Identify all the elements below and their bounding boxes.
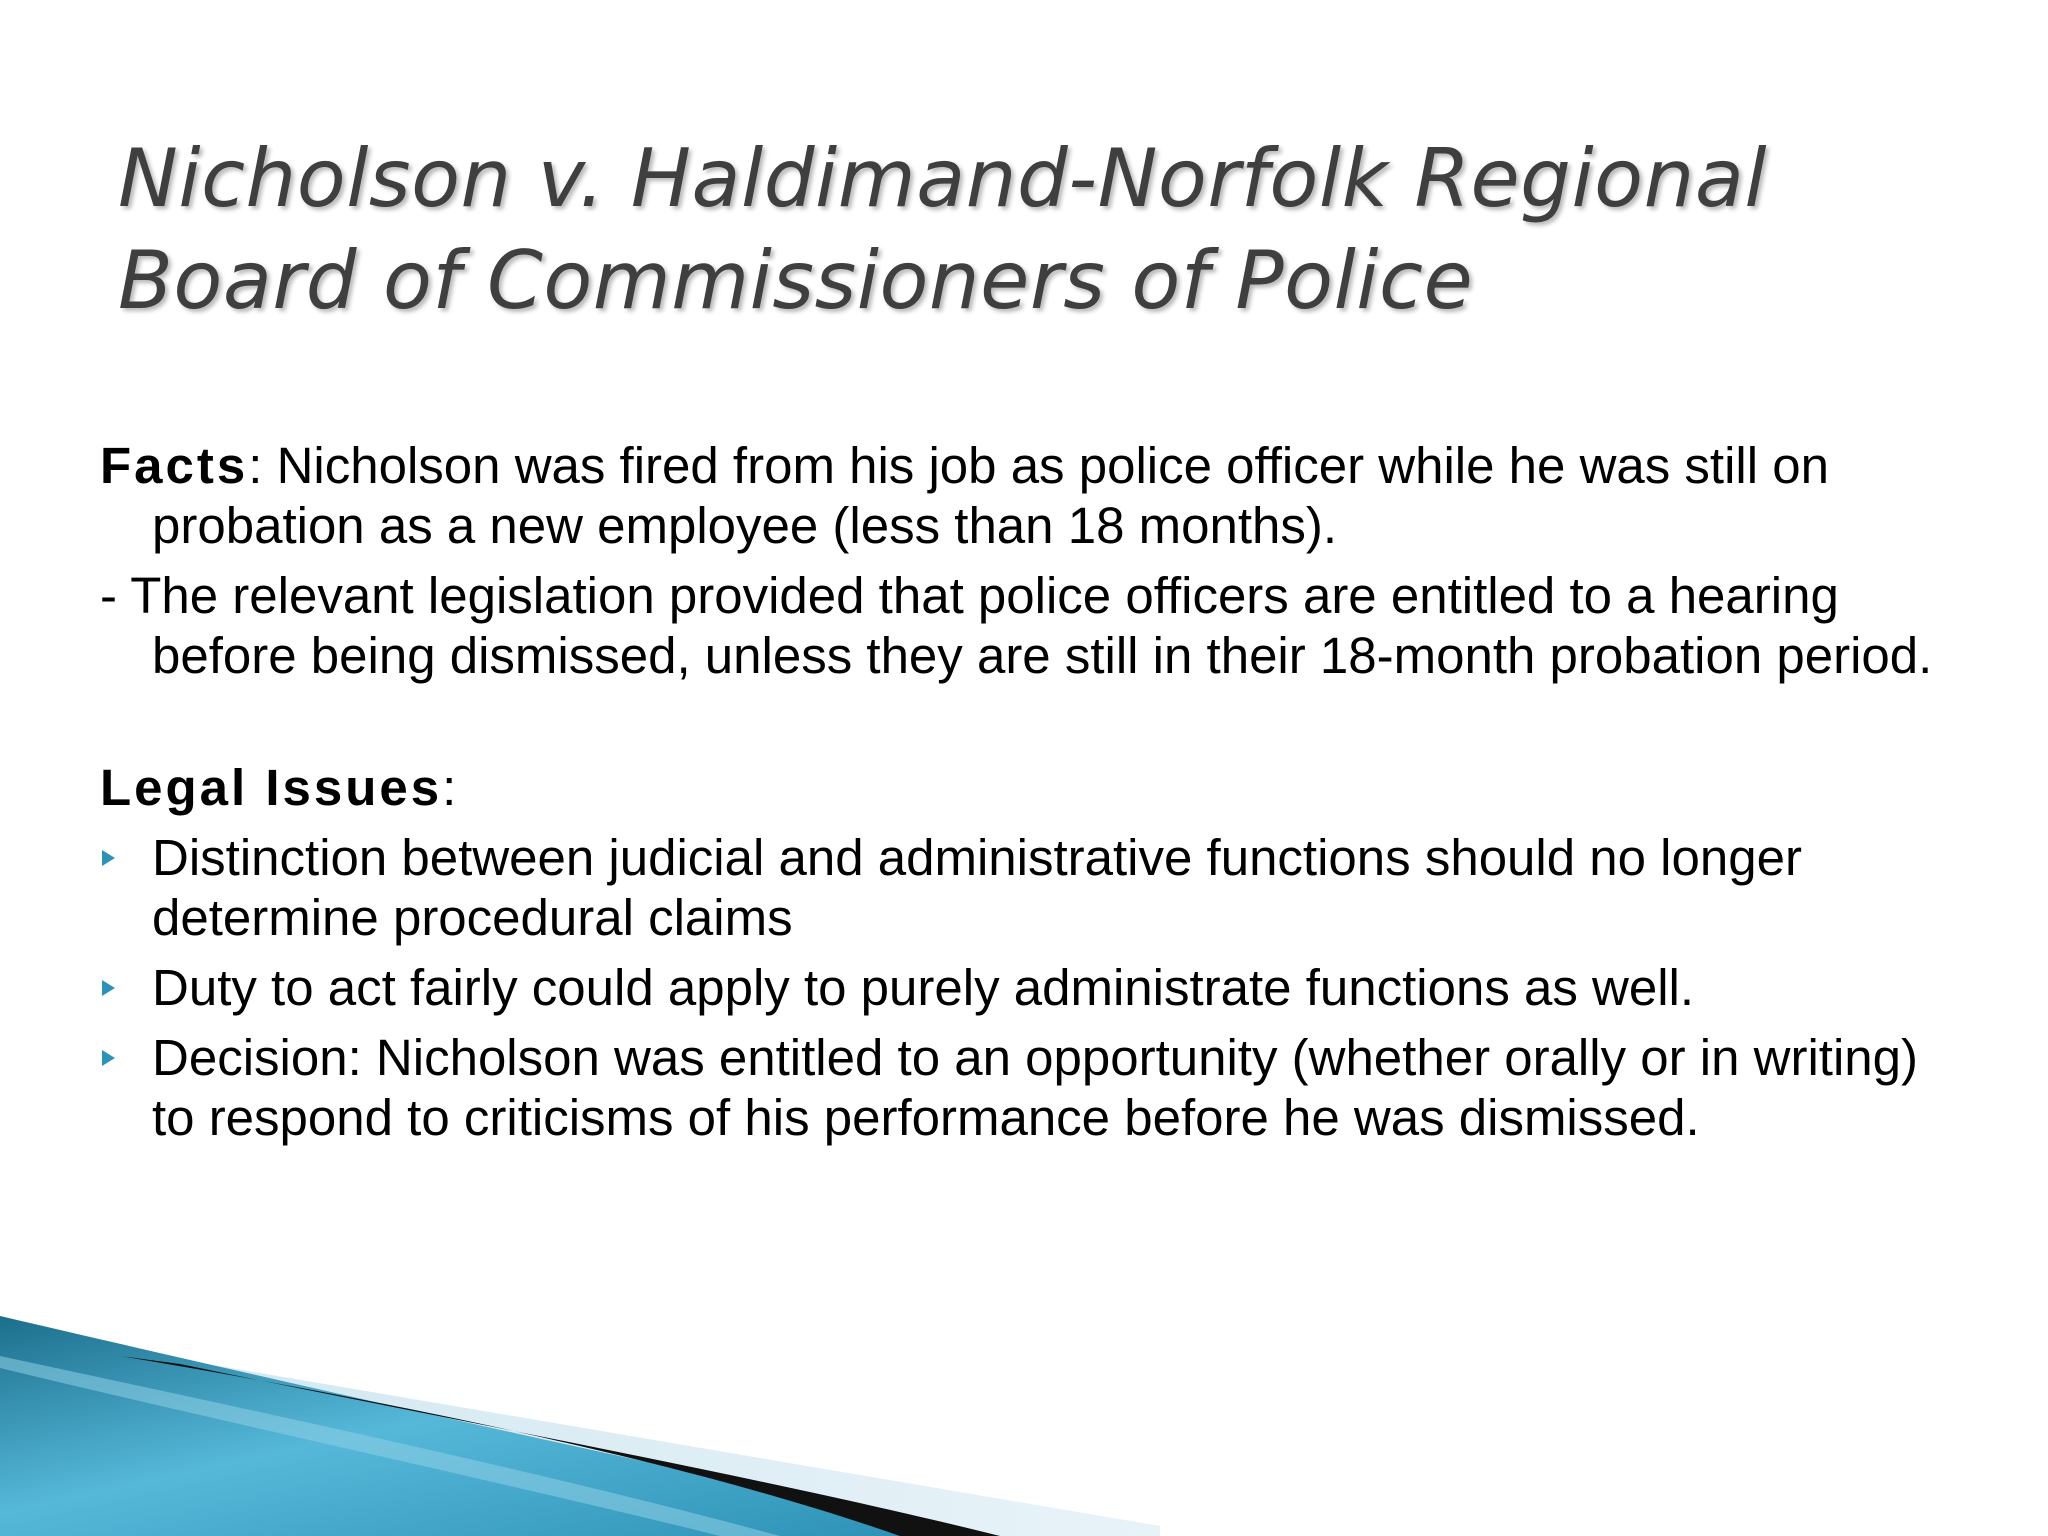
list-item: [100, 1028, 1960, 1148]
facts-paragraph: [100, 436, 1960, 556]
title-line-2: Board of Commissioners of Police: [118, 234, 1474, 327]
facts-text: : Nicholson was fired from his job as police officer while he was still on probation as a new employee (less than 18 months).: [152, 437, 1829, 554]
facts-label: Facts: [100, 437, 249, 494]
title-line-1: Nicholson v. Haldimand-Norfolk Regional: [118, 132, 1768, 225]
legal-issues-heading: [100, 758, 1960, 818]
legal-issues-label: Legal Issues: [100, 759, 443, 816]
legal-issues-list: [100, 828, 1960, 1148]
bullet-text: Distinction between judicial and administrative functions should no longer determine procedural claims: [152, 829, 1802, 946]
triangle-bullet-icon: [102, 1050, 115, 1066]
list-item: [100, 828, 1960, 948]
triangle-bullet-icon: [102, 980, 115, 996]
bullet-text: Duty to act fairly could apply to purely administrate functions as well.: [152, 959, 1695, 1016]
triangle-bullet-icon: [102, 850, 115, 866]
decorative-wave-graphic: [0, 1276, 2048, 1536]
bullet-text: Decision: Nicholson was entitled to an opportunity (whether orally or in writing) to respond to criticisms of his performance before he was dismissed.: [152, 1029, 1918, 1146]
list-item: [100, 958, 1960, 1018]
slide-body: [100, 436, 1960, 1158]
legislation-note: - The relevant legislation provided that police officers are entitled to a hearing before being dismissed, unless they are still in their 18-month probation period.: [100, 567, 1933, 684]
slide-title: [118, 128, 1938, 332]
legal-issues-suffix: :: [442, 759, 457, 816]
